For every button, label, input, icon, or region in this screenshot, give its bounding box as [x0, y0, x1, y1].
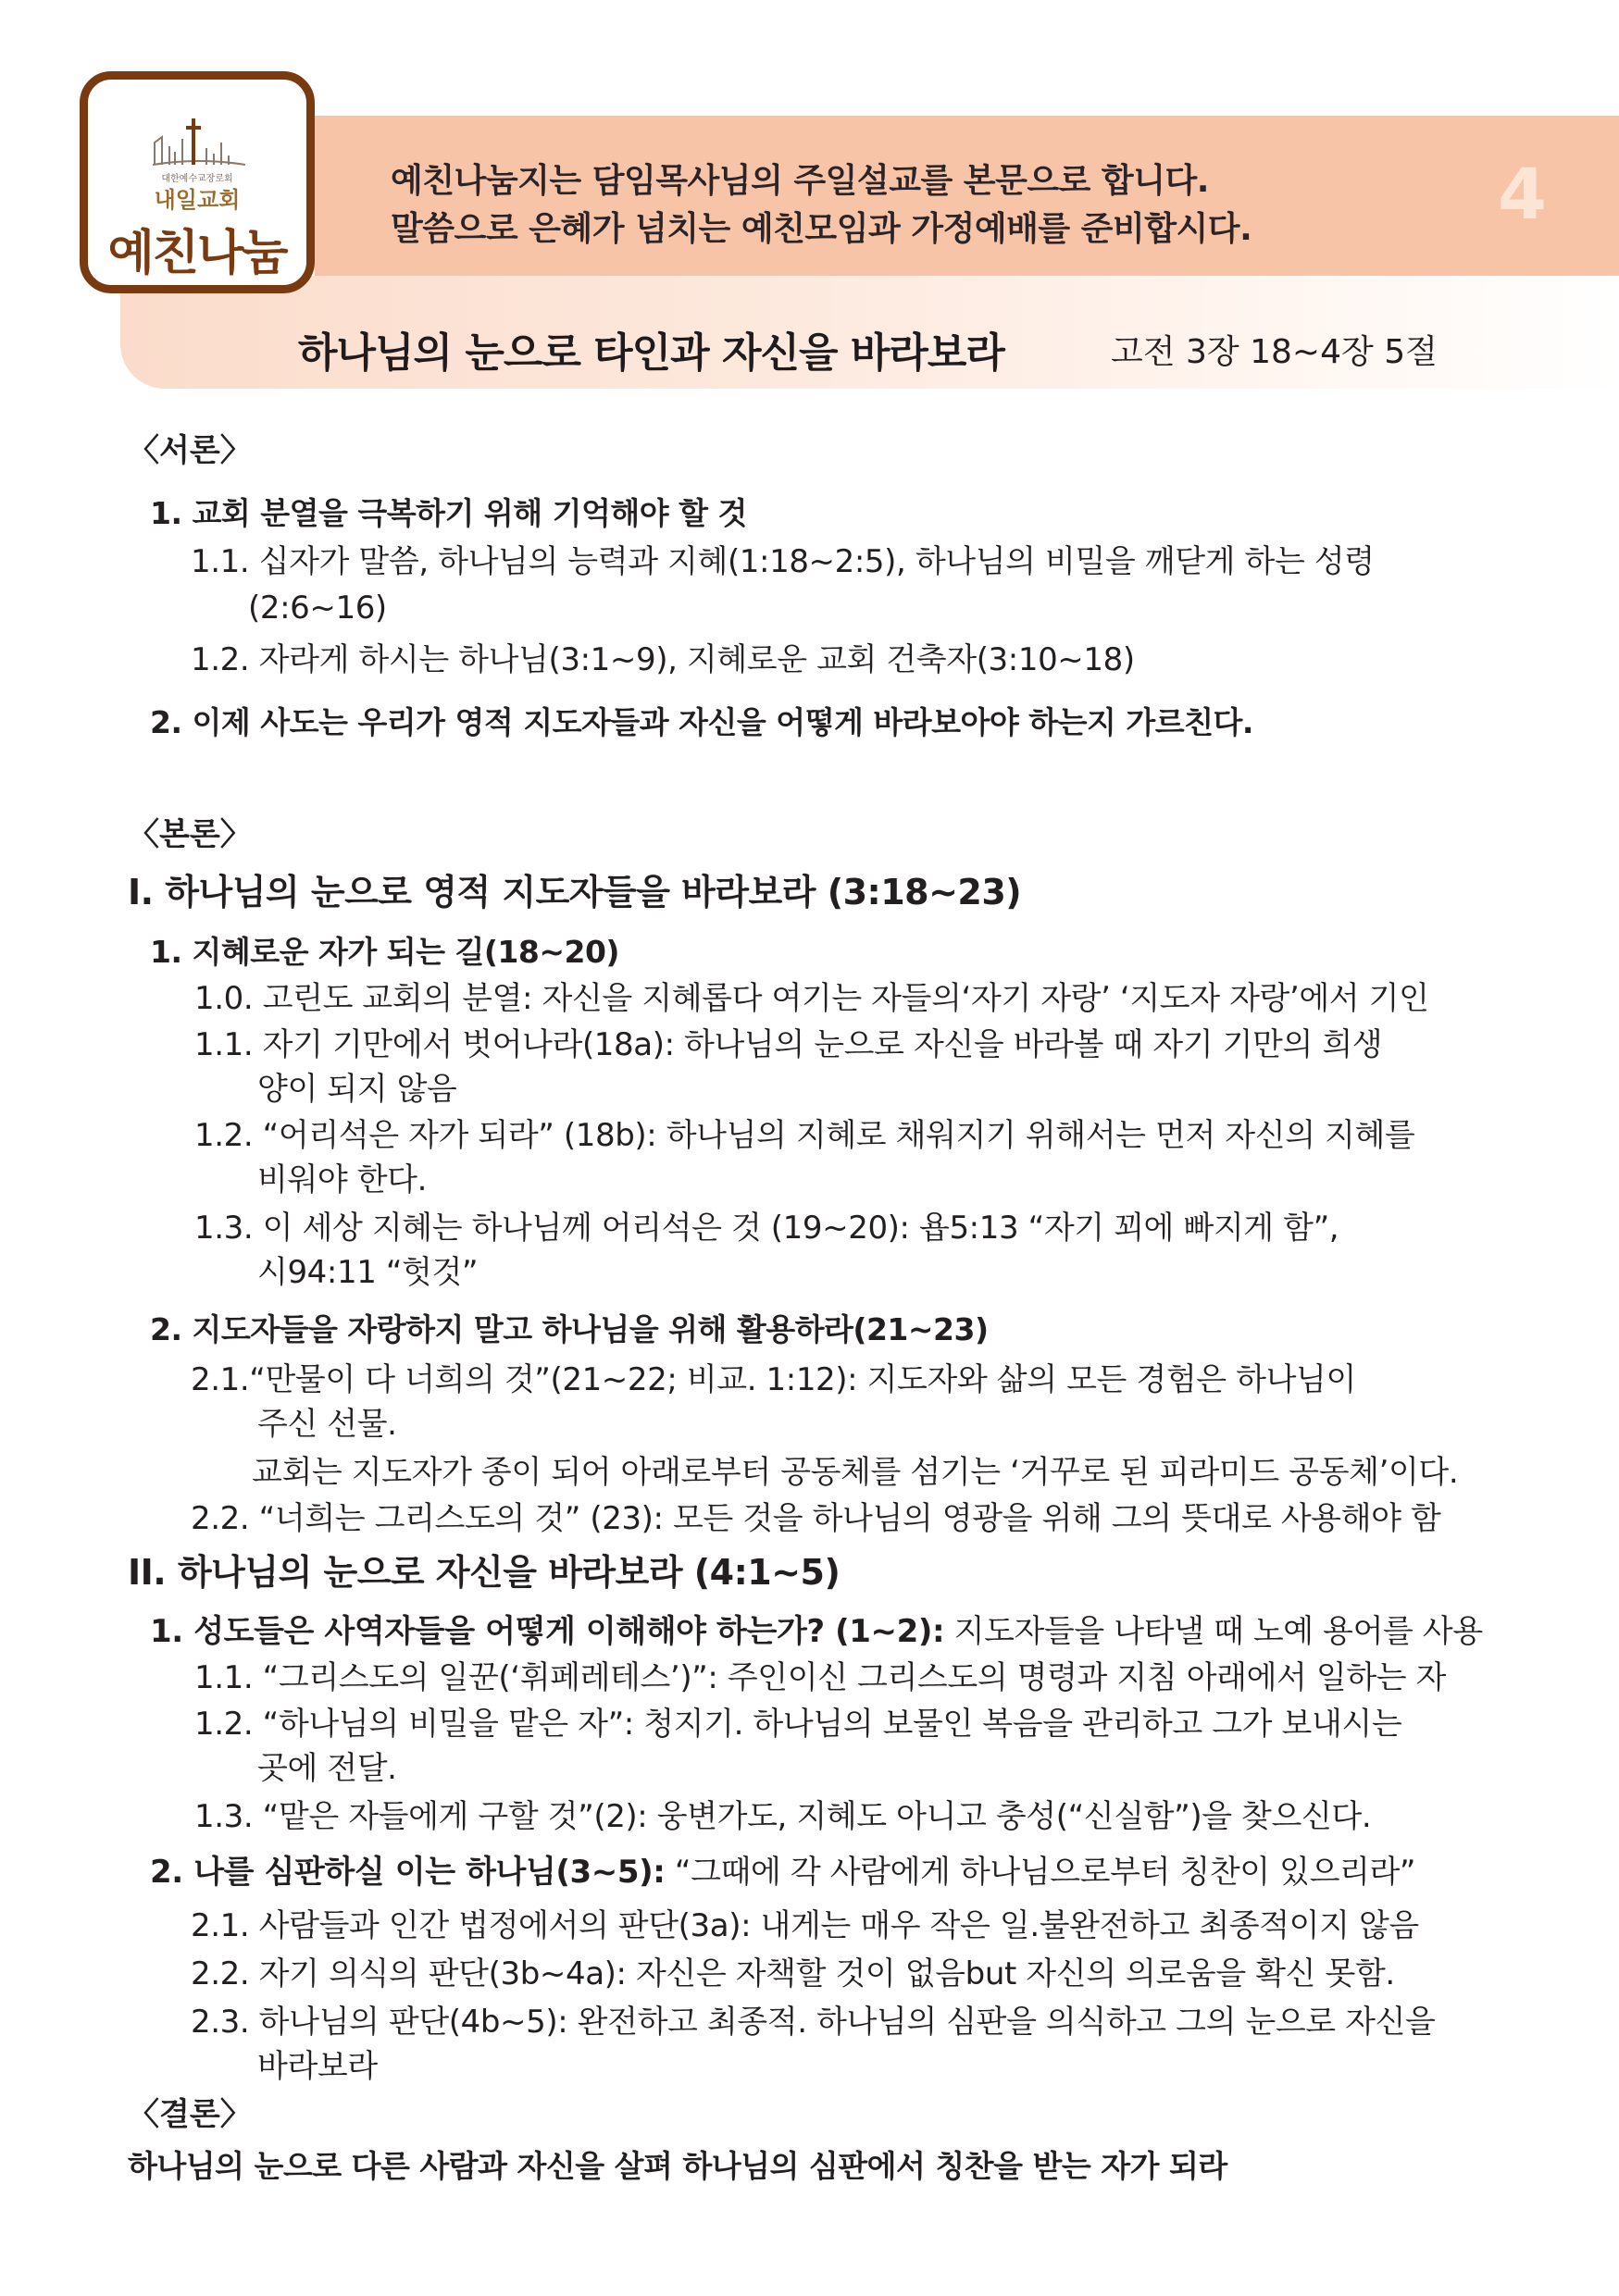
page-title: 하나님의 눈으로 타인과 자신을 바라보라 — [298, 329, 1004, 377]
section-I-1-0: 1.0. 고린도 교회의 분열: 자신을 지혜롭다 여기는 자들의‘자기 자랑’ ‘지도자 자랑’에서 기인 — [194, 980, 1429, 1017]
section-I-2-1-cont: 주신 선물. — [257, 1406, 397, 1443]
section-II-2-3: 2.3. 하나님의 판단(4b~5): 완전하고 최종적. 하나님의 심판을 의식하고 그의 눈으로 자신을 — [191, 2004, 1436, 2041]
section-I-1: 1. 지혜로운 자가 되는 길(18~20) — [150, 934, 620, 970]
logo-title: 예친나눔 — [107, 226, 287, 281]
logo-church-name: 내일교회 — [154, 187, 241, 213]
intro-item-1: 1. 교회 분열을 극복하기 위해 기억해야 할 것 — [150, 495, 747, 531]
section-II-1-2-cont: 곳에 전달. — [257, 1750, 397, 1787]
section-II-2-2: 2.2. 자기 의식의 판단(3b~4a): 자신은 자책할 것이 없음but 자신의 의로움을 확신 못함. — [191, 1955, 1395, 1992]
section-I-1-2-cont: 비워야 한다. — [257, 1161, 428, 1198]
section-I-1-1: 1.1. 자기 기만에서 벗어나라(18a): 하나님의 눈으로 자신을 바라볼 때 자기 기만의 희생 — [194, 1026, 1383, 1063]
section-II-1 — [150, 1613, 1483, 1650]
page-number: 4 — [1498, 153, 1547, 235]
section-I-2-1-note: 교회는 지도자가 종이 되어 아래로부터 공동체를 섬기는 ‘거꾸로 된 피라미드 공동체’이다. — [252, 1454, 1459, 1491]
section-II-1-title: 1. 성도들은 사역자들을 어떻게 이해해야 하는가? (1~2): — [150, 1613, 945, 1650]
section-II-2-desc: “그때에 각 사람에게 하나님으로부터 칭찬이 있으리라” — [665, 1854, 1416, 1891]
section-II-1-2: 1.2. “하나님의 비밀을 맡은 자”: 청지기. 하나님의 보물인 복음을 관리하고 그가 보내시는 — [194, 1706, 1402, 1743]
section-I-1-2: 1.2. “어리석은 자가 되라” (18b): 하나님의 지혜로 채워지기 위해서는 먼저 자신의 지혜를 — [194, 1117, 1415, 1154]
section-I-heading: I. 하나님의 눈으로 영적 지도자들을 바라보라 (3:18~23) — [128, 872, 1022, 912]
intro-item-1-1: 1.1. 십자가 말씀, 하나님의 능력과 지혜(1:18~2:5), 하나님의 비밀을 깨닫게 하는 성령 — [191, 543, 1375, 580]
section-II-2-3-cont: 바라보라 — [257, 2048, 378, 2085]
intro-item-1-2: 1.2. 자라게 하시는 하나님(3:1~9), 지혜로운 교회 건축자(3:10~18) — [191, 641, 1135, 678]
intro-label: 〈서론〉 — [128, 432, 252, 469]
section-II-1-1: 1.1. “그리스도의 일꾼(‘휘페레테스’)”: 주인이신 그리스도의 명령과 지침 아래에서 일하는 자 — [194, 1659, 1447, 1696]
section-I-2-1: 2.1.“만물이 다 너희의 것”(21~22; 비교. 1:12): 지도자와 삶의 모든 경험은 하나님이 — [191, 1361, 1356, 1398]
banner-line-1: 예친나눔지는 담임목사님의 주일설교를 본문으로 합니다. — [391, 162, 1209, 200]
section-I-1-3: 1.3. 이 세상 지혜는 하나님께 어리석은 것 (19~20): 욥5:13 “자기 꾀에 빠지게 함”, — [194, 1210, 1339, 1247]
banner-line-2: 말씀으로 은혜가 넘치는 예친모임과 가정예배를 준비합시다. — [391, 210, 1252, 248]
section-I-2-2: 2.2. “너희는 그리스도의 것” (23): 모든 것을 하나님의 영광을 위해 그의 뜻대로 사용해야 함 — [191, 1500, 1441, 1537]
church-skyline-icon — [151, 115, 247, 168]
section-II-2-title: 2. 나를 심판하실 이는 하나님(3~5): — [150, 1854, 666, 1891]
section-II-2 — [150, 1854, 1416, 1891]
conclusion-text: 하나님의 눈으로 다른 사람과 자신을 살펴 하나님의 심판에서 칭찬을 받는 자가 되라 — [128, 2148, 1227, 2184]
church-logo — [80, 71, 315, 293]
section-I-1-1-cont: 양이 되지 않음 — [257, 1071, 457, 1108]
section-I-1-3-cont: 시94:11 “헛것” — [257, 1254, 479, 1291]
scripture-reference: 고전 3장 18~4장 5절 — [1111, 333, 1438, 371]
section-II-1-desc: 지도자들을 나타낼 때 노예 용어를 사용 — [944, 1613, 1483, 1650]
section-II-heading: II. 하나님의 눈으로 자신을 바라보라 (4:1~5) — [128, 1552, 841, 1593]
section-II-2-1: 2.1. 사람들과 인간 법정에서의 판단(3a): 내게는 매우 작은 일.불완전하고 최종적이지 않음 — [191, 1907, 1419, 1944]
logo-denomination: 대한예수교장로회 — [161, 174, 233, 184]
conclusion-label: 〈결론〉 — [128, 2096, 252, 2133]
intro-item-1-1-cont: (2:6~16) — [248, 590, 387, 627]
body-label: 〈본론〉 — [128, 816, 252, 853]
section-II-1-3: 1.3. “맡은 자들에게 구할 것”(2): 웅변가도, 지혜도 아니고 충성(“신실함”)을 찾으신다. — [194, 1798, 1372, 1835]
section-I-2: 2. 지도자들을 자랑하지 말고 하나님을 위해 활용하라(21~23) — [150, 1311, 989, 1347]
intro-item-2: 2. 이제 사도는 우리가 영적 지도자들과 자신을 어떻게 바라보아야 하는지 가르친다. — [150, 704, 1253, 740]
